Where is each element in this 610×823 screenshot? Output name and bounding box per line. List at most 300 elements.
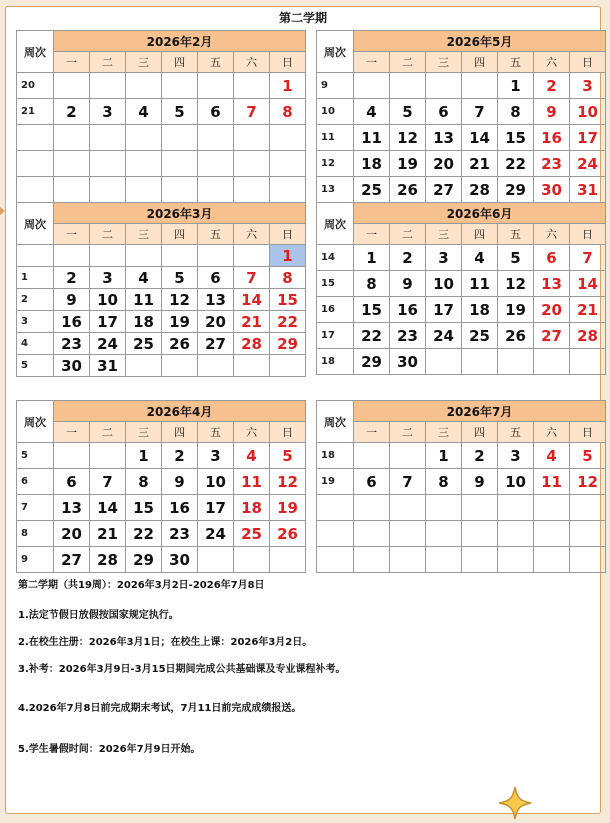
day-cell — [126, 355, 162, 377]
week-number: 4 — [17, 333, 54, 355]
week-number: 13 — [317, 177, 354, 203]
weekday-header: 二 — [90, 224, 126, 245]
day-cell: 17 — [426, 297, 462, 323]
week-column-header: 周次 — [317, 31, 354, 73]
week-number: 5 — [17, 355, 54, 377]
day-cell: 1 — [270, 73, 306, 99]
month-header: 2026年7月 — [354, 401, 606, 422]
month-calendar — [16, 202, 306, 377]
day-cell: 24 — [426, 323, 462, 349]
day-cell: 8 — [270, 99, 306, 125]
week-number: 3 — [17, 311, 54, 333]
day-cell: 20 — [198, 311, 234, 333]
day-cell — [126, 125, 162, 151]
day-cell — [198, 355, 234, 377]
day-cell: 31 — [570, 177, 606, 203]
month-calendar — [316, 30, 606, 203]
day-cell: 8 — [270, 267, 306, 289]
weekday-header: 四 — [162, 422, 198, 443]
day-cell: 15 — [126, 495, 162, 521]
day-cell: 22 — [354, 323, 390, 349]
week-number: 11 — [317, 125, 354, 151]
day-cell — [390, 495, 426, 521]
weekday-header: 五 — [498, 52, 534, 73]
week-number: 19 — [317, 469, 354, 495]
weekday-header: 一 — [354, 422, 390, 443]
day-cell: 2 — [462, 443, 498, 469]
weekday-header: 一 — [54, 224, 90, 245]
week-row — [17, 245, 306, 267]
weekday-header: 一 — [54, 422, 90, 443]
day-cell: 27 — [426, 177, 462, 203]
day-cell: 1 — [270, 245, 306, 267]
day-cell — [390, 521, 426, 547]
day-cell: 16 — [54, 311, 90, 333]
day-cell: 19 — [270, 495, 306, 521]
day-cell: 9 — [390, 271, 426, 297]
day-cell: 11 — [126, 289, 162, 311]
weekday-header: 四 — [162, 224, 198, 245]
day-cell: 11 — [354, 125, 390, 151]
day-cell — [126, 151, 162, 177]
day-cell — [354, 495, 390, 521]
day-cell — [54, 151, 90, 177]
day-cell: 20 — [426, 151, 462, 177]
week-row — [317, 177, 606, 203]
day-cell: 11 — [534, 469, 570, 495]
day-cell — [90, 151, 126, 177]
week-row — [17, 311, 306, 333]
day-cell: 6 — [426, 99, 462, 125]
day-cell — [534, 547, 570, 573]
day-cell — [234, 547, 270, 573]
day-cell: 24 — [570, 151, 606, 177]
week-row — [17, 289, 306, 311]
day-cell: 17 — [198, 495, 234, 521]
day-cell: 1 — [498, 73, 534, 99]
day-cell: 1 — [426, 443, 462, 469]
weekday-header: 五 — [498, 422, 534, 443]
day-cell: 3 — [90, 99, 126, 125]
day-cell: 14 — [462, 125, 498, 151]
month-header: 2026年3月 — [54, 203, 306, 224]
day-cell — [270, 151, 306, 177]
week-number — [17, 245, 54, 267]
day-cell: 1 — [126, 443, 162, 469]
week-number: 5 — [17, 443, 54, 469]
month-header: 2026年6月 — [354, 203, 606, 224]
weekday-header: 日 — [270, 52, 306, 73]
day-cell: 24 — [198, 521, 234, 547]
day-cell — [54, 177, 90, 203]
week-number: 18 — [317, 443, 354, 469]
day-cell: 21 — [234, 311, 270, 333]
day-cell: 19 — [162, 311, 198, 333]
day-cell: 20 — [54, 521, 90, 547]
note-3: 3.补考：2026年3月9日-3月15日期间完成公共基础课及专业课程补考。 — [18, 664, 346, 675]
week-row — [317, 297, 606, 323]
day-cell — [354, 73, 390, 99]
day-cell — [90, 245, 126, 267]
day-cell: 25 — [462, 323, 498, 349]
day-cell: 3 — [90, 267, 126, 289]
day-cell — [90, 443, 126, 469]
day-cell: 20 — [534, 297, 570, 323]
day-cell: 27 — [534, 323, 570, 349]
day-cell — [126, 73, 162, 99]
day-cell: 5 — [498, 245, 534, 271]
week-row — [17, 333, 306, 355]
day-cell: 3 — [570, 73, 606, 99]
weekday-header: 二 — [90, 52, 126, 73]
day-cell — [426, 349, 462, 375]
week-row — [17, 521, 306, 547]
weekday-header: 六 — [534, 422, 570, 443]
day-cell — [390, 73, 426, 99]
week-number: 6 — [17, 469, 54, 495]
day-cell — [162, 355, 198, 377]
day-cell: 18 — [126, 311, 162, 333]
day-cell: 21 — [462, 151, 498, 177]
day-cell: 2 — [390, 245, 426, 271]
week-number: 10 — [317, 99, 354, 125]
day-cell: 30 — [54, 355, 90, 377]
day-cell: 9 — [54, 289, 90, 311]
day-cell: 12 — [270, 469, 306, 495]
day-cell: 25 — [126, 333, 162, 355]
day-cell — [354, 443, 390, 469]
day-cell: 27 — [198, 333, 234, 355]
day-cell: 26 — [498, 323, 534, 349]
week-number — [17, 151, 54, 177]
week-number: 17 — [317, 323, 354, 349]
weekday-header: 三 — [426, 422, 462, 443]
day-cell: 12 — [570, 469, 606, 495]
day-cell: 7 — [570, 245, 606, 271]
week-column-header: 周次 — [317, 203, 354, 245]
day-cell: 7 — [462, 99, 498, 125]
week-number — [17, 177, 54, 203]
weekday-header: 六 — [234, 52, 270, 73]
weekday-header: 日 — [570, 422, 606, 443]
day-cell: 22 — [270, 311, 306, 333]
week-row — [17, 469, 306, 495]
day-cell: 5 — [162, 99, 198, 125]
day-cell — [462, 349, 498, 375]
day-cell: 13 — [54, 495, 90, 521]
day-cell — [54, 73, 90, 99]
day-cell: 23 — [54, 333, 90, 355]
day-cell — [270, 177, 306, 203]
day-cell: 14 — [90, 495, 126, 521]
day-cell — [354, 547, 390, 573]
page-title: 第二学期 — [278, 11, 327, 25]
day-cell: 28 — [234, 333, 270, 355]
day-cell — [570, 547, 606, 573]
day-cell: 19 — [498, 297, 534, 323]
day-cell: 4 — [126, 267, 162, 289]
day-cell: 17 — [90, 311, 126, 333]
day-cell — [234, 73, 270, 99]
day-cell: 12 — [498, 271, 534, 297]
day-cell: 26 — [390, 177, 426, 203]
weekday-header: 二 — [390, 52, 426, 73]
day-cell — [570, 349, 606, 375]
day-cell — [426, 73, 462, 99]
day-cell: 23 — [390, 323, 426, 349]
weekday-header: 二 — [390, 422, 426, 443]
day-cell — [198, 547, 234, 573]
week-row — [317, 469, 606, 495]
day-cell — [426, 495, 462, 521]
day-cell: 14 — [570, 271, 606, 297]
day-cell — [234, 245, 270, 267]
week-row — [17, 177, 306, 203]
day-cell — [462, 73, 498, 99]
day-cell: 28 — [570, 323, 606, 349]
day-cell: 9 — [162, 469, 198, 495]
week-row — [17, 151, 306, 177]
sparkle-icon — [498, 786, 532, 820]
day-cell — [462, 547, 498, 573]
day-cell: 25 — [354, 177, 390, 203]
day-cell — [390, 443, 426, 469]
note-2: 2.在校生注册：2026年3月1日；在校生上课：2026年3月2日。 — [18, 637, 313, 648]
day-cell: 2 — [162, 443, 198, 469]
day-cell: 29 — [498, 177, 534, 203]
week-row — [317, 125, 606, 151]
day-cell: 16 — [162, 495, 198, 521]
day-cell — [270, 125, 306, 151]
month-header: 2026年2月 — [54, 31, 306, 52]
day-cell — [498, 547, 534, 573]
weekday-header: 二 — [390, 224, 426, 245]
month-calendar — [16, 30, 306, 203]
day-cell: 7 — [234, 267, 270, 289]
day-cell — [498, 521, 534, 547]
week-row — [317, 547, 606, 573]
day-cell — [426, 547, 462, 573]
weekday-header: 三 — [426, 224, 462, 245]
day-cell: 9 — [462, 469, 498, 495]
day-cell: 16 — [534, 125, 570, 151]
week-number — [317, 547, 354, 573]
note-summary: 第二学期（共19周）：2026年3月2日-2026年7月8日 — [18, 580, 265, 591]
day-cell: 15 — [354, 297, 390, 323]
weekday-header: 四 — [462, 52, 498, 73]
week-row — [17, 355, 306, 377]
week-number — [17, 125, 54, 151]
day-cell: 10 — [90, 289, 126, 311]
week-row — [17, 443, 306, 469]
day-cell: 4 — [354, 99, 390, 125]
month-calendar — [316, 400, 606, 573]
day-cell — [270, 355, 306, 377]
day-cell: 28 — [90, 547, 126, 573]
day-cell: 12 — [390, 125, 426, 151]
day-cell: 10 — [426, 271, 462, 297]
week-number: 15 — [317, 271, 354, 297]
day-cell: 4 — [462, 245, 498, 271]
day-cell — [462, 521, 498, 547]
week-row — [17, 547, 306, 573]
day-cell — [198, 73, 234, 99]
day-cell: 11 — [234, 469, 270, 495]
arrow-icon — [0, 206, 5, 216]
day-cell: 29 — [354, 349, 390, 375]
day-cell: 18 — [462, 297, 498, 323]
weekday-header: 一 — [54, 52, 90, 73]
weekday-header: 一 — [354, 224, 390, 245]
day-cell — [90, 177, 126, 203]
day-cell: 11 — [462, 271, 498, 297]
week-row — [17, 495, 306, 521]
day-cell — [534, 521, 570, 547]
week-row — [317, 349, 606, 375]
day-cell: 18 — [354, 151, 390, 177]
day-cell: 21 — [90, 521, 126, 547]
weekday-header: 二 — [90, 422, 126, 443]
day-cell: 4 — [126, 99, 162, 125]
day-cell: 30 — [162, 547, 198, 573]
day-cell: 15 — [498, 125, 534, 151]
weekday-header: 日 — [570, 52, 606, 73]
day-cell — [234, 151, 270, 177]
day-cell — [198, 177, 234, 203]
weekday-header: 六 — [534, 52, 570, 73]
week-number: 2 — [17, 289, 54, 311]
day-cell: 4 — [234, 443, 270, 469]
day-cell — [498, 349, 534, 375]
day-cell: 6 — [54, 469, 90, 495]
day-cell: 15 — [270, 289, 306, 311]
day-cell: 10 — [498, 469, 534, 495]
day-cell — [162, 177, 198, 203]
note-1: 1.法定节假日放假按国家规定执行。 — [18, 610, 179, 621]
note-5: 5.学生暑假时间：2026年7月9日开始。 — [18, 744, 201, 755]
day-cell: 23 — [162, 521, 198, 547]
weekday-header: 一 — [354, 52, 390, 73]
day-cell — [534, 349, 570, 375]
week-column-header: 周次 — [317, 401, 354, 443]
week-number: 1 — [17, 267, 54, 289]
day-cell: 6 — [354, 469, 390, 495]
weekday-header: 三 — [126, 52, 162, 73]
weekday-header: 日 — [570, 224, 606, 245]
day-cell: 5 — [162, 267, 198, 289]
day-cell: 21 — [570, 297, 606, 323]
day-cell: 25 — [234, 521, 270, 547]
week-number: 16 — [317, 297, 354, 323]
weekday-header: 六 — [534, 224, 570, 245]
week-number: 9 — [317, 73, 354, 99]
day-cell — [126, 177, 162, 203]
day-cell: 31 — [90, 355, 126, 377]
week-number — [317, 521, 354, 547]
week-row — [17, 125, 306, 151]
day-cell — [162, 73, 198, 99]
day-cell: 28 — [462, 177, 498, 203]
week-number: 7 — [17, 495, 54, 521]
week-number: 9 — [17, 547, 54, 573]
day-cell — [162, 245, 198, 267]
day-cell: 2 — [54, 267, 90, 289]
day-cell: 17 — [570, 125, 606, 151]
weekday-header: 三 — [126, 224, 162, 245]
week-column-header: 周次 — [17, 203, 54, 245]
month-calendar — [316, 202, 606, 375]
day-cell — [570, 495, 606, 521]
day-cell: 29 — [270, 333, 306, 355]
week-row — [317, 521, 606, 547]
day-cell: 27 — [54, 547, 90, 573]
day-cell: 1 — [354, 245, 390, 271]
month-header: 2026年4月 — [54, 401, 306, 422]
day-cell — [270, 547, 306, 573]
day-cell: 22 — [126, 521, 162, 547]
day-cell: 22 — [498, 151, 534, 177]
week-row — [317, 495, 606, 521]
day-cell: 14 — [234, 289, 270, 311]
week-row — [317, 99, 606, 125]
day-cell: 2 — [534, 73, 570, 99]
day-cell: 24 — [90, 333, 126, 355]
day-cell: 23 — [534, 151, 570, 177]
day-cell: 13 — [426, 125, 462, 151]
day-cell: 3 — [498, 443, 534, 469]
day-cell: 19 — [390, 151, 426, 177]
weekday-header: 五 — [198, 52, 234, 73]
day-cell: 13 — [198, 289, 234, 311]
week-number: 18 — [317, 349, 354, 375]
day-cell: 10 — [570, 99, 606, 125]
day-cell: 26 — [270, 521, 306, 547]
week-number: 20 — [17, 73, 54, 99]
day-cell — [198, 151, 234, 177]
day-cell — [54, 245, 90, 267]
week-row — [317, 323, 606, 349]
day-cell — [534, 495, 570, 521]
weekday-header: 三 — [426, 52, 462, 73]
week-row — [17, 73, 306, 99]
weekday-header: 日 — [270, 224, 306, 245]
week-row — [17, 267, 306, 289]
week-row — [317, 271, 606, 297]
day-cell — [234, 177, 270, 203]
day-cell — [162, 125, 198, 151]
day-cell — [54, 443, 90, 469]
weekday-header: 六 — [234, 224, 270, 245]
weekday-header: 五 — [498, 224, 534, 245]
day-cell: 3 — [426, 245, 462, 271]
day-cell — [570, 521, 606, 547]
day-cell: 7 — [390, 469, 426, 495]
day-cell — [462, 495, 498, 521]
weekday-header: 五 — [198, 224, 234, 245]
day-cell — [234, 355, 270, 377]
day-cell — [54, 125, 90, 151]
week-row — [317, 245, 606, 271]
day-cell: 13 — [534, 271, 570, 297]
week-number: 14 — [317, 245, 354, 271]
day-cell — [90, 73, 126, 99]
weekday-header: 六 — [234, 422, 270, 443]
week-column-header: 周次 — [17, 401, 54, 443]
day-cell: 8 — [126, 469, 162, 495]
day-cell: 9 — [534, 99, 570, 125]
day-cell: 8 — [354, 271, 390, 297]
day-cell — [390, 547, 426, 573]
